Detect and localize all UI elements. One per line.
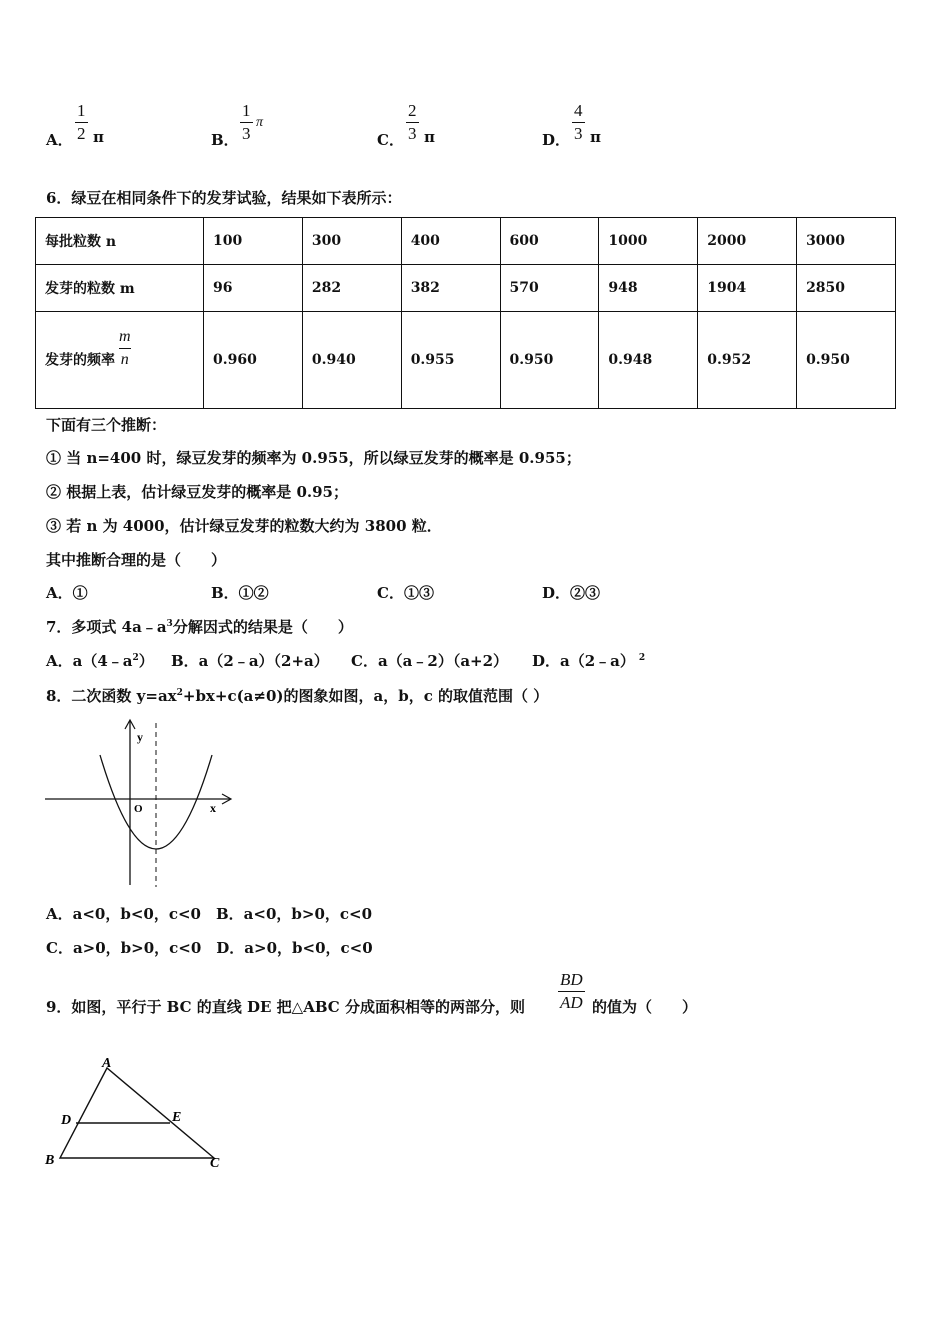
table-row <box>36 265 896 312</box>
triangle-figure <box>40 1050 240 1175</box>
table-cell: 0.952 <box>698 312 797 409</box>
q6-option-a[interactable]: A．① <box>46 584 88 602</box>
frequency-label: 发芽的频率 <box>45 352 115 368</box>
table-cell: 3000 <box>797 218 896 265</box>
q8-options-row-2[interactable]: C．a>0，b>0，c<0 D．a>0，b<0，c<0 <box>46 939 373 957</box>
q7-option-a[interactable]: A．$a(4﹣a^2)$ <box>46 652 154 670</box>
option-b-label: B． <box>211 131 239 149</box>
option-b-fraction: 1 3 <box>242 101 251 143</box>
table-cell: 0.940 <box>302 312 401 409</box>
option-c-label: C． <box>377 131 404 149</box>
table-cell: 300 <box>302 218 401 265</box>
table-cell: 96 <box>204 265 303 312</box>
table-cell: 400 <box>401 218 500 265</box>
parabola-graph <box>40 715 240 890</box>
y-axis-label: y <box>137 730 143 744</box>
q6-option-b[interactable]: B．①② <box>211 584 269 602</box>
table-cell: 2850 <box>797 265 896 312</box>
table-cell: 1000 <box>599 218 698 265</box>
table-cell: 0.950 <box>797 312 896 409</box>
q7-option-b[interactable]: B．a（2﹣a）（2+a） <box>171 652 329 670</box>
table-cell: 0.948 <box>599 312 698 409</box>
table-cell: 100 <box>204 218 303 265</box>
question-9-stem: 9．如图，平行于 BC 的直线 DE 把△ABC 分成面积相等的两部分，则 <box>46 998 525 1016</box>
option-b-pi: π <box>256 115 264 130</box>
table-cell: 570 <box>500 265 599 312</box>
label-e: E <box>172 1110 182 1125</box>
option-d-fraction: 4 3 <box>574 101 583 143</box>
q7-option-d[interactable]: D．a（2﹣a） $^2$ <box>532 652 646 670</box>
question-6-ask: 其中推断合理的是（ ） <box>46 551 227 569</box>
question-8-stem: 8．二次函数 $y=ax^2+bx+c(a\ne 0)$的图象如图，a，b，c 的取值范围（ ） <box>46 687 549 705</box>
label-b: B <box>45 1153 55 1168</box>
table-cell: 1904 <box>698 265 797 312</box>
table-cell: 382 <box>401 265 500 312</box>
inference-3: ③ 若 n 为 4000，估计绿豆发芽的粒数大约为 3800 粒． <box>46 517 442 535</box>
table-cell: 0.960 <box>204 312 303 409</box>
option-c-fraction: 2 3 <box>408 101 417 143</box>
q6-option-d[interactable]: D．②③ <box>542 584 601 602</box>
label-d: D <box>61 1113 72 1128</box>
x-axis-label: x <box>210 801 216 815</box>
option-d-label: D． <box>542 131 571 149</box>
q6-option-c[interactable]: C．①③ <box>377 584 434 602</box>
q8-options-row-1[interactable]: A．a<0，b<0，c<0 B．a<0，b>0，c<0 <box>46 905 373 923</box>
q7-option-c[interactable]: C．a（a﹣2）（a+2） <box>351 652 509 670</box>
m-over-n-fraction: $\frac{m}{n}$ <box>119 327 131 368</box>
table-header-cell: 发芽的粒数 m <box>36 265 204 312</box>
option-a-fraction: 1 2 <box>77 101 86 143</box>
option-d-pi: π <box>590 128 601 146</box>
table-cell: 2000 <box>698 218 797 265</box>
option-a-pi: π <box>93 128 104 146</box>
germination-table <box>35 217 896 409</box>
bd-over-ad-fraction: BD AD <box>560 970 583 1012</box>
question-9-ask: 的值为（ ） <box>592 998 698 1016</box>
inference-2: ② 根据上表，估计绿豆发芽的概率是 0.95； <box>46 483 348 501</box>
table-cell: 600 <box>500 218 599 265</box>
label-a: A <box>102 1056 112 1071</box>
table-row <box>36 312 896 409</box>
table-cell: 0.955 <box>401 312 500 409</box>
table-cell: 282 <box>302 265 401 312</box>
question-7-stem: 7．多项式 $4a﹣a^3$分解因式的结果是（ ） <box>46 618 353 636</box>
option-a-label: A． <box>46 131 73 149</box>
table-header-cell: 每批粒数 n <box>36 218 204 265</box>
table-cell: 948 <box>599 265 698 312</box>
inference-intro: 下面有三个推断： <box>46 416 167 434</box>
label-c: C <box>210 1156 220 1171</box>
origin-label: O <box>134 803 143 815</box>
option-c-pi: π <box>424 128 435 146</box>
inference-1: ① 当 n=400 时，绿豆发芽的频率为 0.955，所以绿豆发芽的概率是 0.955； <box>46 449 581 467</box>
table-row <box>36 218 896 265</box>
table-cell: 0.950 <box>500 312 599 409</box>
triangle-abc <box>60 1068 214 1158</box>
table-header-cell <box>36 312 204 409</box>
question-6-stem: 6．绿豆在相同条件下的发芽试验，结果如下表所示： <box>46 189 402 207</box>
